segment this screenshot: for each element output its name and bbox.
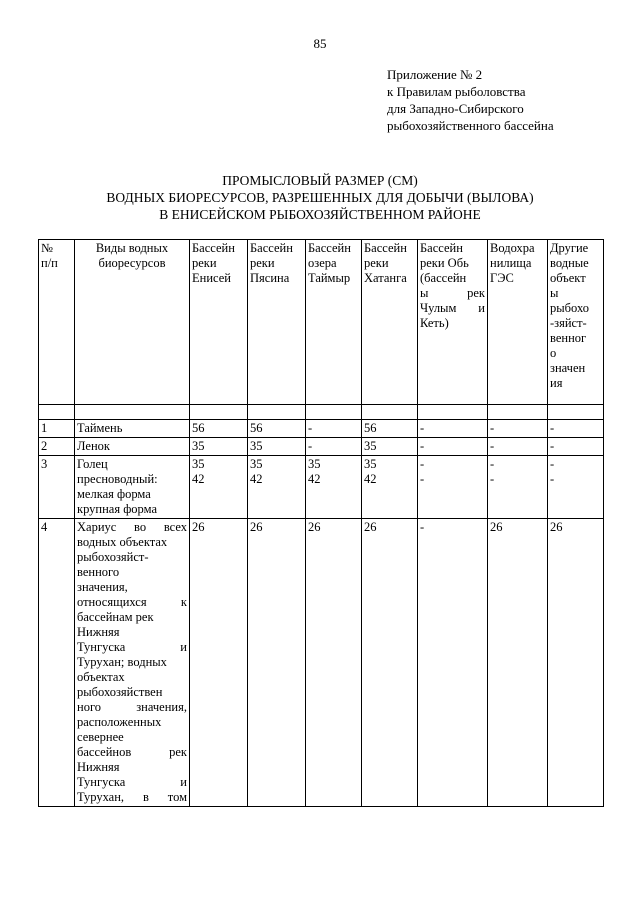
row-num: 4 bbox=[39, 519, 75, 807]
header-other: Другие водные объект ы рыбохо -зяйст- венног о значен ия bbox=[548, 240, 604, 405]
row-yenisei: 35 bbox=[190, 438, 248, 456]
header-species: Виды водных биоресурсов bbox=[75, 240, 190, 405]
row-reservoirs: - - bbox=[488, 456, 548, 519]
title-line: ВОДНЫХ БИОРЕСУРСОВ, РАЗРЕШЕННЫХ ДЛЯ ДОБЫЧИ (ВЫЛОВА) bbox=[106, 190, 534, 205]
row-taimyr: - bbox=[306, 438, 362, 456]
header-khatanga: Бассейн реки Хатанга bbox=[362, 240, 418, 405]
row-khatanga: 35 bbox=[362, 438, 418, 456]
appendix-line: для Западно-Сибирского bbox=[387, 101, 524, 116]
row-taimyr: 35 42 bbox=[306, 456, 362, 519]
row-reservoirs: 26 bbox=[488, 519, 548, 807]
row-ob: - bbox=[418, 420, 488, 438]
document-title bbox=[0, 172, 640, 223]
row-num: 1 bbox=[39, 420, 75, 438]
table-row bbox=[39, 456, 604, 519]
appendix-line: рыбохозяйственного бассейна bbox=[387, 118, 554, 133]
row-other: 26 bbox=[548, 519, 604, 807]
row-pyasina: 35 42 bbox=[248, 456, 306, 519]
row-num: 3 bbox=[39, 456, 75, 519]
row-reservoirs: - bbox=[488, 420, 548, 438]
row-ob: - bbox=[418, 519, 488, 807]
row-khatanga: 26 bbox=[362, 519, 418, 807]
row-pyasina: 26 bbox=[248, 519, 306, 807]
row-species: Ленок bbox=[75, 438, 190, 456]
title-line: В ЕНИСЕЙСКОМ РЫБОХОЗЯЙСТВЕННОМ РАЙОНЕ bbox=[159, 207, 481, 222]
page-number: 85 bbox=[313, 36, 327, 51]
header-yenisei: Бассейн реки Енисей bbox=[190, 240, 248, 405]
appendix-line: к Правилам рыболовства bbox=[387, 84, 526, 99]
row-pyasina: 56 bbox=[248, 420, 306, 438]
row-species: Голец пресноводный: мелкая форма крупная форма bbox=[75, 456, 190, 519]
row-reservoirs: - bbox=[488, 438, 548, 456]
table-row bbox=[39, 519, 604, 807]
row-ob: - bbox=[418, 438, 488, 456]
row-khatanga: 35 42 bbox=[362, 456, 418, 519]
row-species: Таймень bbox=[75, 420, 190, 438]
row-yenisei: 35 42 bbox=[190, 456, 248, 519]
row-taimyr: - bbox=[306, 420, 362, 438]
row-pyasina: 35 bbox=[248, 438, 306, 456]
header-taimyr: Бассейн озера Таймыр bbox=[306, 240, 362, 405]
header-reservoirs: Водохра нилища ГЭС bbox=[488, 240, 548, 405]
row-khatanga: 56 bbox=[362, 420, 418, 438]
appendix-note bbox=[387, 66, 554, 134]
row-num: 2 bbox=[39, 438, 75, 456]
header-ob: Бассейн реки Обь (бассейн ы рек Чулым и Кеть) bbox=[418, 240, 488, 405]
spacer-row bbox=[39, 405, 604, 420]
header-pyasina: Бассейн реки Пясина bbox=[248, 240, 306, 405]
row-yenisei: 26 bbox=[190, 519, 248, 807]
title-line: ПРОМЫСЛОВЫЙ РАЗМЕР (СМ) bbox=[222, 173, 418, 188]
row-other: - - bbox=[548, 456, 604, 519]
row-taimyr: 26 bbox=[306, 519, 362, 807]
header-num: № п/п bbox=[39, 240, 75, 405]
row-species: Хариус во всех водных объектах рыбохозяйст- венного значения, относящихся к бассейнам рек Нижняя Тунгуска и Турухан; водных объектах рыбохозяйствен ного значения, расположенных севернее бассейнов рек Нижняя Тунгуска и Турухан, в том bbox=[75, 519, 190, 807]
header-row bbox=[39, 240, 604, 405]
table-row bbox=[39, 420, 604, 438]
row-yenisei: 56 bbox=[190, 420, 248, 438]
size-table bbox=[38, 239, 604, 807]
row-other: - bbox=[548, 420, 604, 438]
row-ob: - - bbox=[418, 456, 488, 519]
row-other: - bbox=[548, 438, 604, 456]
appendix-line: Приложение № 2 bbox=[387, 67, 483, 82]
table-row bbox=[39, 438, 604, 456]
